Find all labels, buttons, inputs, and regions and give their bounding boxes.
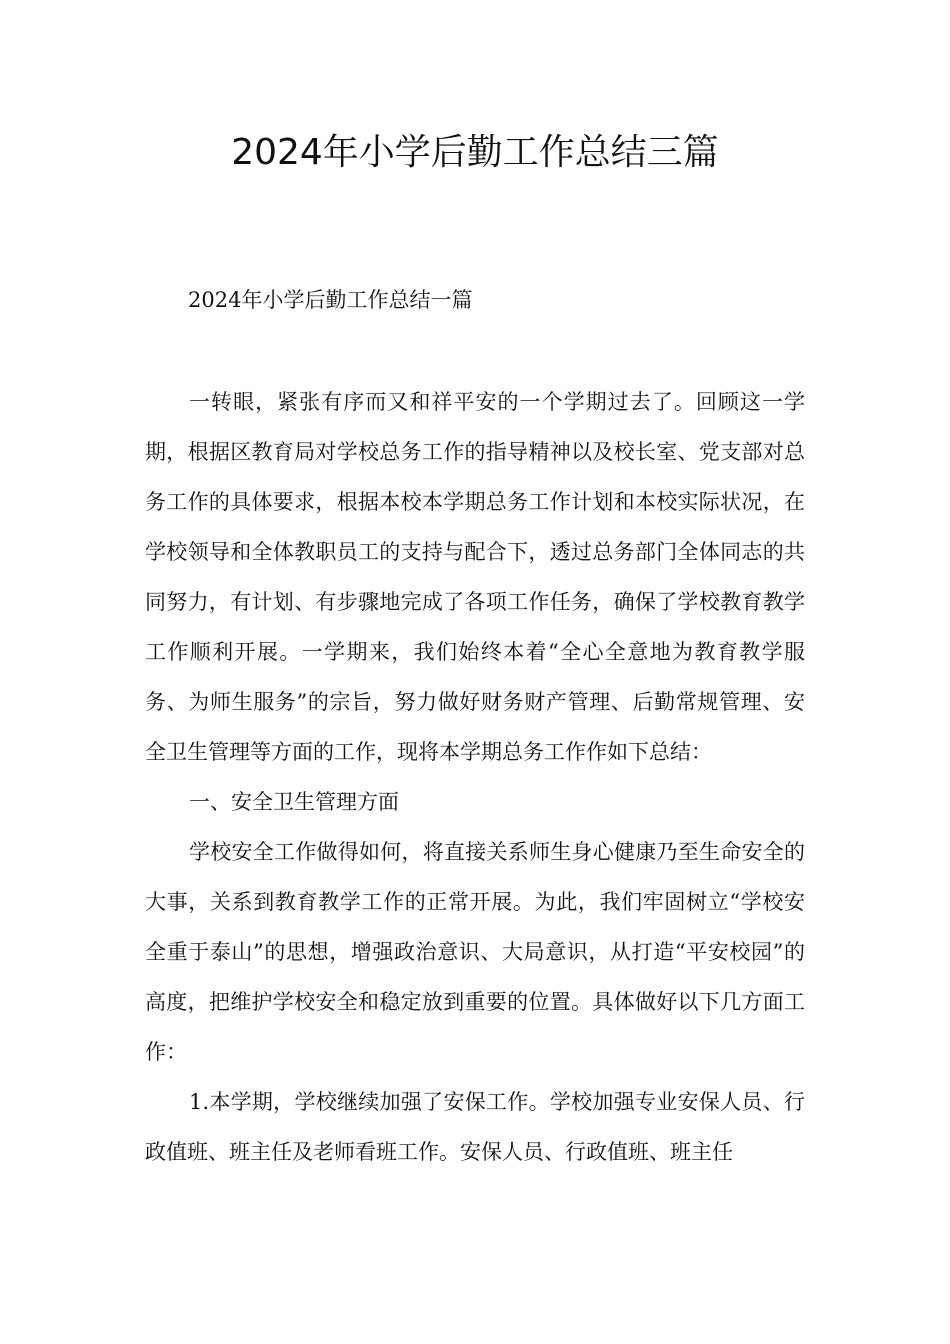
paragraph-intro: 一转眼，紧张有序而又和祥平安的一个学期过去了。回顾这一学期，根据区教育局对学校总务工作的指导精神以及校长室、党支部对总务工作的具体要求，根据本校本学期总务工作计划和本校实际状况，在学校领导和全体教职员工的支持与配合下，透过总务部门全体同志的共同努力，有计划、有步骤地完成了各项工作任务，确保了学校教育教学工作顺利开展。一学期来，我们始终本着“全心全意地为教育教学服务、为师生服务”的宗旨，努力做好财务财产管理、后勤常规管理、安全卫生管理等方面的工作，现将本学期总务工作作如下总结： (145, 390, 805, 764)
section-heading-safety: 一、安全卫生管理方面 (189, 790, 399, 814)
document-subtitle: 2024年小学后勤工作总结一篇 (188, 288, 473, 312)
paragraph-item-1: 1.本学期，学校继续加强了安保工作。学校加强专业安保人员、行政值班、班主任及老师看班工作。安保人员、行政值班、班主任 (145, 1090, 805, 1164)
document-title: 2024年小学后勤工作总结三篇 (231, 132, 719, 173)
document-body (145, 377, 805, 1177)
paragraph-safety: 学校安全工作做得如何，将直接关系师生身心健康乃至生命安全的大事，关系到教育教学工作的正常开展。为此，我们牢固树立“学校安全重于泰山”的思想，增强政治意识、大局意识，从打造“平安校园”的高度，把维护学校安全和稳定放到重要的位置。具体做好以下几方面工作： (145, 840, 805, 1064)
